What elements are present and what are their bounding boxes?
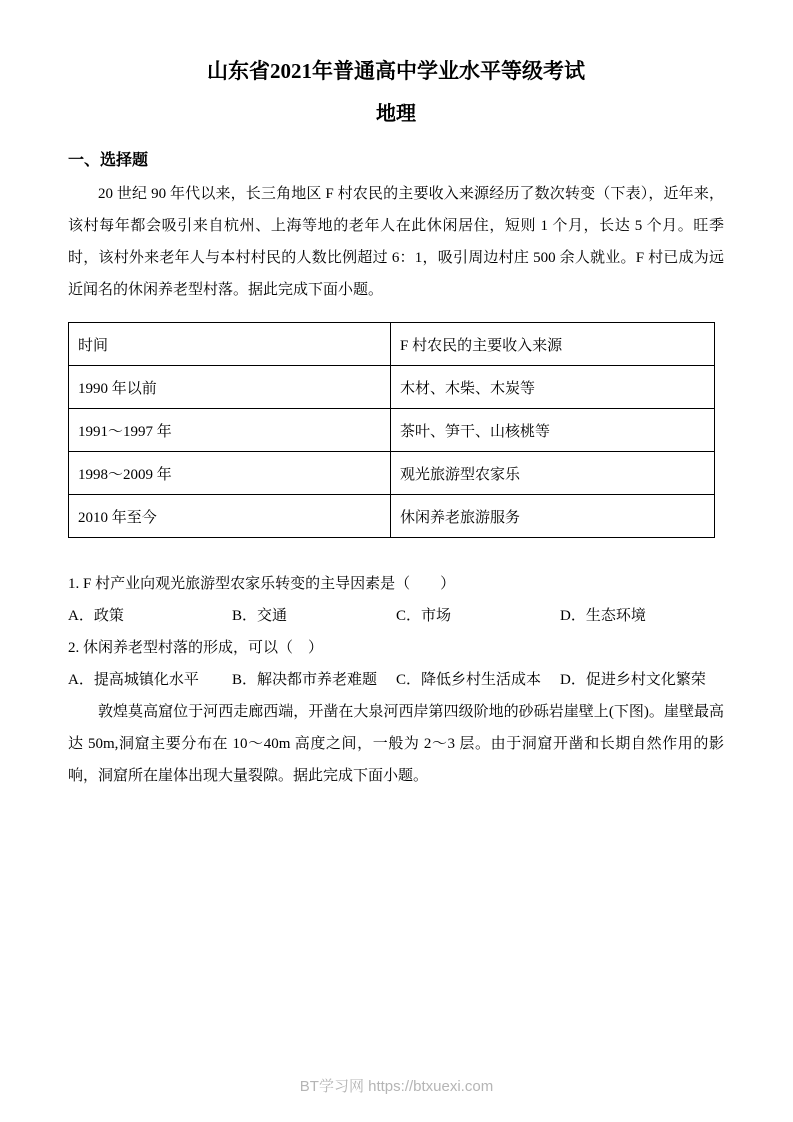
option-b: B．解决都市养老难题 [232,672,378,688]
table-cell-income: 木材、木柴、木炭等 [391,366,715,409]
option-c: C．降低乡村生活成本 [396,672,542,688]
exam-title: 山东省2021年普通高中学业水平等级考试 [207,59,585,83]
table-row [69,366,715,409]
passage-2: 敦煌莫高窟位于河西走廊西端，开凿在大泉河西岸第四级阶地的砂砾岩崖壁上(下图)。崖壁最高达 50m,洞窟主要分布在 10～40m 高度之间，一般为 2～3 层。由于洞窟开凿和长期自然作用的影响，洞窟所在崖体出现大量裂隙。据此完成下面小题。 [68,704,724,784]
option-b: B．交通 [232,608,288,624]
section-heading: 一、选择题 [68,152,149,169]
question-2 [68,632,724,696]
questions-block [68,568,724,696]
exam-subject: 地理 [376,103,416,125]
table-cell-time: 1991～1997 年 [69,409,391,452]
table-header-income: F 村农民的主要收入来源 [391,323,715,366]
table-header-row [69,323,715,366]
option-c: C．市场 [396,608,452,624]
question-1-options [68,600,724,632]
table-cell-income: 观光旅游型农家乐 [391,452,715,495]
table-row [69,452,715,495]
footer-watermark: BT学习网 https://btxuexi.com [299,1078,494,1095]
question-2-options [68,664,724,696]
question-1 [68,568,724,632]
table-header-time: 时间 [69,323,391,366]
question-2-stem: 2. 休闲养老型村落的形成，可以（ ） [68,640,324,656]
passage-1: 20 世纪 90 年代以来，长三角地区 F 村农民的主要收入来源经历了数次转变（下表），近年来，该村每年都会吸引来自杭州、上海等地的老年人在此休闲居住，短则 1 个月，长达 5 个月。旺季时，该村外来老年人与本村村民的人数比例超过 6：1，吸引周边村庄 500 余人就业。F 村已成为远近闻名的休闲养老型村落。据此完成下面小题。 [68,186,724,298]
option-a: A．政策 [68,608,124,624]
table-cell-time: 2010 年至今 [69,495,391,538]
option-a: A．提高城镇化水平 [68,672,199,688]
table-cell-income: 休闲养老旅游服务 [391,495,715,538]
table-cell-time: 1998～2009 年 [69,452,391,495]
table-row [69,495,715,538]
question-1-stem: 1. F 村产业向观光旅游型农家乐转变的主导因素是（ ） [68,576,456,592]
income-source-table [68,322,715,538]
table-row [69,409,715,452]
option-d: D．促进乡村文化繁荣 [560,672,706,688]
table-cell-income: 茶叶、笋干、山核桃等 [391,409,715,452]
table-cell-time: 1990 年以前 [69,366,391,409]
option-d: D．生态环境 [560,608,646,624]
